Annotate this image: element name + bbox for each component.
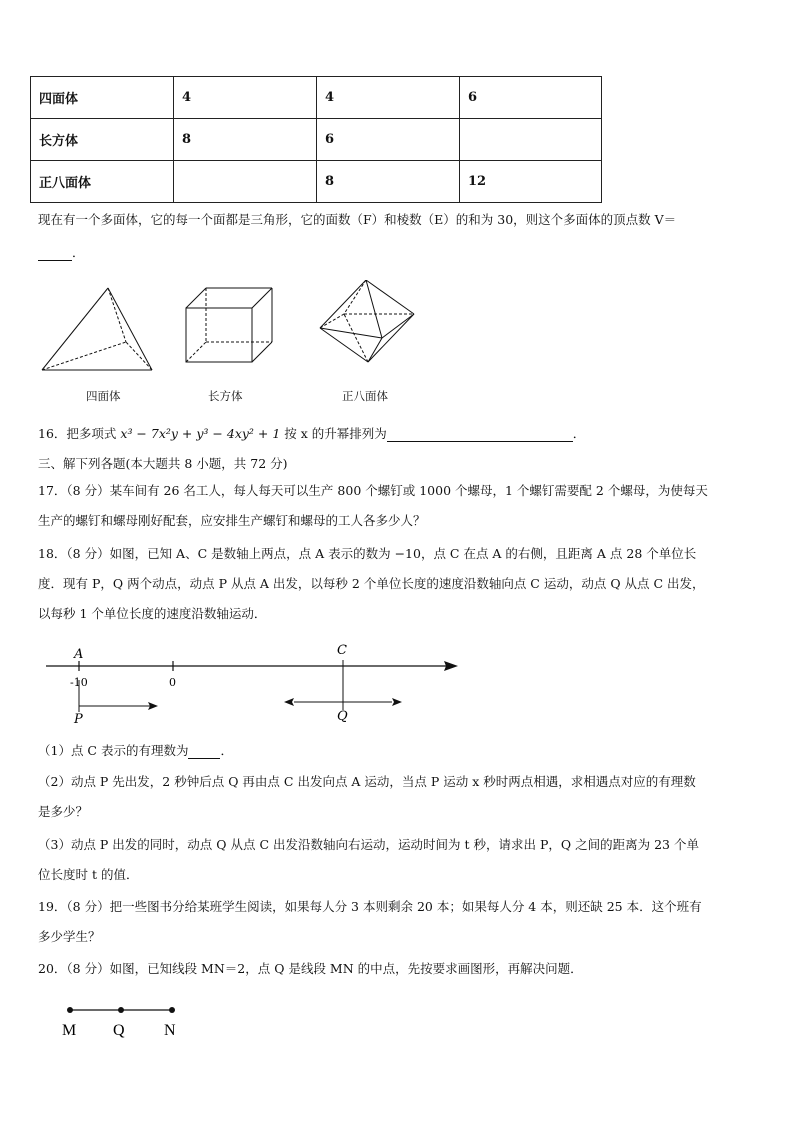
table-cell: 长方体 xyxy=(31,119,174,161)
q16-period: ． xyxy=(572,426,586,441)
segment-mn-figure xyxy=(56,1000,196,1044)
q19-line1: 19．（8 分）把一些图书分给某班学生阅读，如果每人分 3 本则剩余 20 本；如果每人分 4 本，则还缺 25 本．这个班有 xyxy=(38,899,702,914)
table-row xyxy=(31,119,602,161)
tetrahedron-figure xyxy=(42,288,152,370)
q18-line2: 度．现有 P，Q 两个动点，动点 P 从点 A 出发，以每秒 2 个单位长度的速度沿数轴向点 C 运动，动点 Q 从点 C 出发， xyxy=(38,576,705,591)
q16-lead: 16．把多项式 xyxy=(38,426,121,441)
table-cell: 8 xyxy=(317,161,460,203)
label-minus-10: -10 xyxy=(70,676,88,689)
label-A: A xyxy=(74,647,84,662)
polyhedron-table-body xyxy=(31,77,602,203)
point-M xyxy=(67,1007,73,1013)
q15-text: 现在有一个多面体，它的每一个面都是三角形，它的面数（F）和棱数（E）的和为 30，则这个多面体的顶点数 V＝ xyxy=(38,212,677,227)
q18-sub3-line1: （3）动点 P 出发的同时，动点 Q 从点 C 出发沿数轴向右运动，运动时间为 t 秒，请求出 P，Q 之间的距离为 23 个单 xyxy=(38,837,699,852)
q16-answer-blank xyxy=(387,424,573,442)
q18-sub1-period: ． xyxy=(220,743,233,758)
table-cell xyxy=(460,119,602,161)
question-16 xyxy=(38,424,758,442)
table-cell: 6 xyxy=(317,119,460,161)
q18-sub3-line2: 位长度时 t 的值． xyxy=(38,867,139,882)
q18-line1: 18．（8 分）如图，已知 A、C 是数轴上两点，点 A 表示的数为 −10，点 C 在点 A 的右侧，且距离 A 点 28 个单位长 xyxy=(38,546,697,561)
table-cell: 8 xyxy=(174,119,317,161)
label-M: M xyxy=(62,1022,77,1039)
section-3-heading: 三、解下列各题(本大题共 8 小题，共 72 分) xyxy=(38,456,288,471)
q18-line3: 以每秒 1 个单位长度的速度沿数轴运动． xyxy=(38,606,267,621)
table-cell xyxy=(174,161,317,203)
caption-tetrahedron: 四面体 xyxy=(86,389,121,403)
arrow-Q-left-head xyxy=(284,698,294,706)
q16-mid: 按 x 的升幂排列为 xyxy=(280,426,387,441)
table-row xyxy=(31,77,602,119)
table-cell: 4 xyxy=(317,77,460,119)
label-C: C xyxy=(337,643,347,658)
caption-cuboid: 长方体 xyxy=(208,389,243,403)
label-N: N xyxy=(164,1022,176,1039)
label-Q-segment: Q xyxy=(113,1022,125,1039)
label-P: P xyxy=(74,712,83,727)
q16-expression: x³ − 7x²y + y³ − 4xy² + 1 xyxy=(120,426,281,441)
label-0: 0 xyxy=(169,676,176,689)
number-line-figure xyxy=(40,640,470,730)
number-line-arrowhead xyxy=(444,661,458,671)
q18-sub1-blank xyxy=(188,741,220,759)
table-cell: 四面体 xyxy=(31,77,174,119)
octahedron-figure xyxy=(320,280,414,362)
polyhedron-table xyxy=(30,76,602,203)
q15-period: ． xyxy=(72,245,85,260)
q17-line1: 17．（8 分）某车间有 26 名工人，每人每天可以生产 800 个螺钉或 1000 个螺母，1 个螺钉需要配 2 个螺母，为使每天 xyxy=(38,483,708,498)
point-N xyxy=(169,1007,175,1013)
q19-line2: 多少学生？ xyxy=(38,929,101,944)
point-Q xyxy=(118,1007,124,1013)
label-Q: Q xyxy=(337,709,348,724)
q18-sub1 xyxy=(38,741,758,759)
q15-line1 xyxy=(38,211,758,228)
q15-line2 xyxy=(38,243,758,261)
table-row xyxy=(31,161,602,203)
arrow-Q-right-head xyxy=(392,698,402,706)
q17-line2: 生产的螺钉和螺母刚好配套，应安排生产螺钉和螺母的工人各多少人？ xyxy=(38,513,426,528)
q18-sub2-line2: 是多少？ xyxy=(38,804,89,819)
q20-line1: 20．（8 分）如图，已知线段 MN＝2，点 Q 是线段 MN 的中点，先按要求画图形，再解决问题． xyxy=(38,961,583,976)
cuboid-figure xyxy=(186,288,272,362)
caption-octahedron: 正八面体 xyxy=(342,389,388,403)
table-cell: 正八面体 xyxy=(31,161,174,203)
table-cell: 4 xyxy=(174,77,317,119)
table-cell: 12 xyxy=(460,161,602,203)
table-cell: 6 xyxy=(460,77,602,119)
q15-answer-blank xyxy=(38,243,72,261)
polyhedra-figures xyxy=(30,280,430,380)
q18-sub2-line1: （2）动点 P 先出发，2 秒钟后点 Q 再由点 C 出发向点 A 运动，当点 P 运动 x 秒时两点相遇，求相遇点对应的有理数 xyxy=(38,774,696,789)
q18-sub1-text: （1）点 C 表示的有理数为 xyxy=(38,743,189,758)
